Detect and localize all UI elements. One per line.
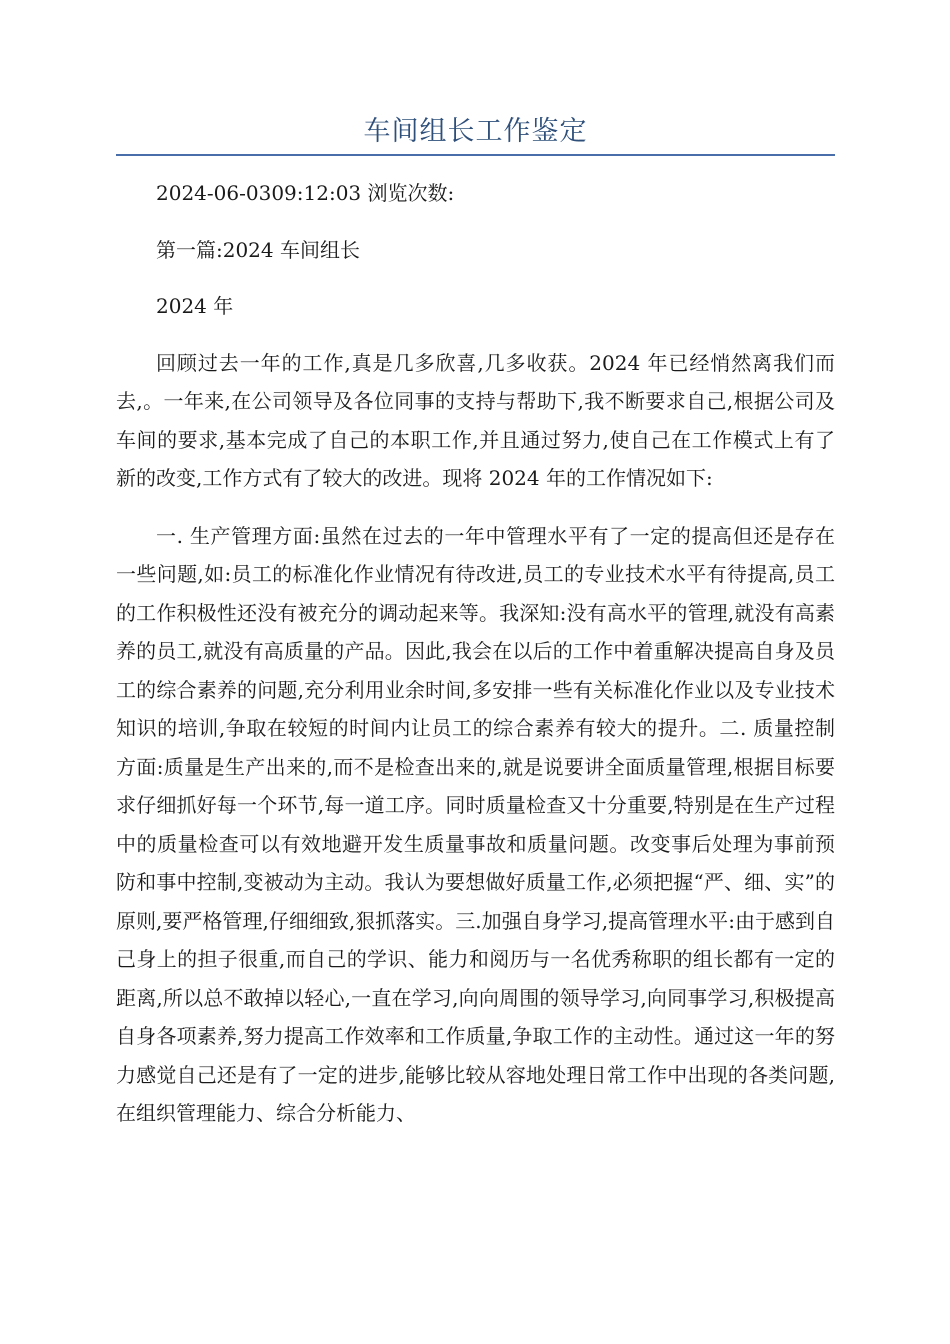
meta-line: 2024-06-0309:12:03 浏览次数: — [156, 181, 455, 205]
title-underline — [116, 154, 835, 156]
paragraph-main: 一. 生产管理方面:虽然在过去的一年中管理水平有了一定的提高但还是存在一些问题,如:员工的标准化作业情况有待改进,员工的专业技术水平有待提高,员工的工作积极性还没有被充分的调动起来等。我深知:没有高水平的管理,就没有高素养的员工,就没有高质量的产品。因此,我会在以后的工作中着重解决提高自身及员工的综合素养的问题,充分利用业余时间,多安排一些有关标准化作业以及专业技术知识的培训,争取在较短的时间内让员工的综合素养有较大的提升。二. 质量控制方面:质量是生产出来的,而不是检查出来的,就是说要讲全面质量管理,根据目标要求仔细抓好每一个环节,每一道工序。同时质量检查又十分重要,特别是在生产过程中的质量检查可以有效地避开发生质量事故和质量问题。改变事后处理为事前预防和事中控制,变被动为主动。我认为要想做好质量工作,必须把握“严、细、实”的原则,要严格管理,仔细细致,狠抓落实。三.加强自身学习,提高管理水平:由于感到自己身上的担子很重,而自己的学识、能力和阅历与一名优秀称职的组长都有一定的距离,所以总不敢掉以轻心,一直在学习,向向周围的领导学习,向同事学习,积极提高自身各项素养,努力提高工作效率和工作质量,争取工作的主动性。通过这一年的努力感觉自己还是有了一定的进步,能够比较从容地处理日常工作中出现的各类问题,在组织管理能力、综合分析能力、 — [116, 523, 835, 1125]
document-body — [116, 174, 835, 1152]
paragraph-intro: 回顾过去一年的工作,真是几多欣喜,几多收获。2024 年已经悄然离我们而去,。一年来,在公司领导及各位同事的支持与帮助下,我不断要求自己,根据公司及车间的要求,基本完成了自己的本职工作,并且通过努力,使自己在工作模式上有了新的改变,工作方式有了较大的改进。现将 2024 年的工作情况如下: — [116, 350, 835, 490]
section-heading: 第一篇:2024 车间组长 — [156, 237, 360, 262]
document-title: 车间组长工作鉴定 — [363, 116, 588, 147]
year-line: 2024 年 — [156, 294, 234, 318]
